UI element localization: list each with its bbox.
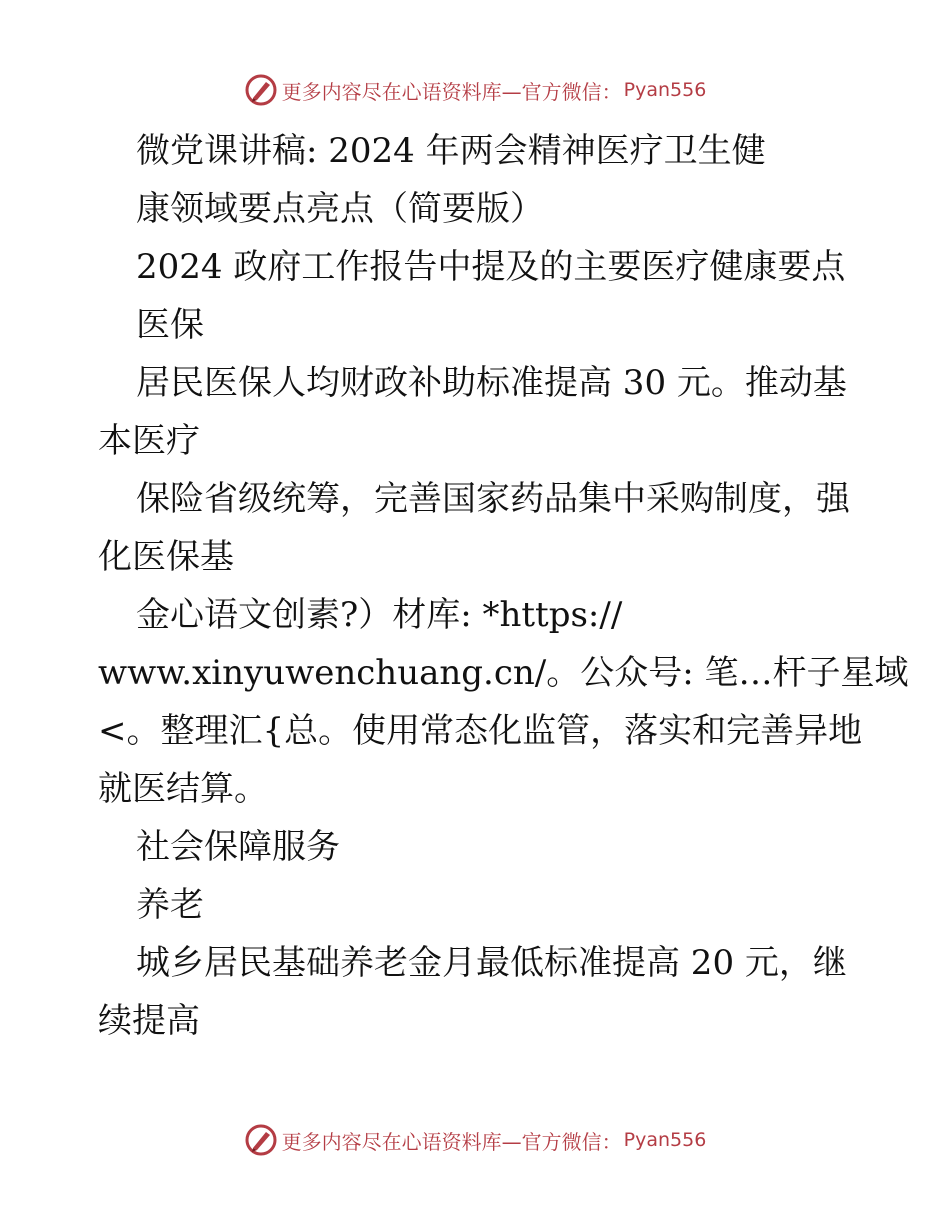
footer-banner-text: 更多内容尽在心语资料库—官方微信： (281, 1129, 622, 1154)
paragraph-3-line-4: 就医结算。 (98, 769, 268, 809)
paragraph-2-line-1: 保险省级统筹，完善国家药品集中采购制度，强 (136, 479, 850, 519)
header-wechat-id: Pyan556 (623, 79, 707, 101)
paragraph-2-line-2: 化医保基 (98, 537, 234, 577)
footer-wechat-id: Pyan556 (623, 1129, 707, 1151)
paragraph-3-line-2: www.xinyuwenchuang.cn/。公众号: 笔…杆子星域 (98, 653, 909, 693)
subtitle: 2024 政府工作报告中提及的主要医疗健康要点 (136, 247, 846, 287)
section-heading-elderly: 养老 (136, 885, 204, 925)
title-line-1: 微党课讲稿: 2024 年两会精神医疗卫生健 (136, 131, 766, 171)
footer-banner (0, 1120, 950, 1160)
paragraph-1-line-1: 居民医保人均财政补助标准提高 30 元。推动基 (136, 363, 847, 403)
section-heading-social-security: 社会保障服务 (136, 827, 340, 867)
paragraph-3-line-1: 金心语文创素?）材库: *https:// (136, 595, 623, 635)
title-line-2: 康领域要点亮点（简要版） (136, 189, 544, 229)
paragraph-4-line-1: 城乡居民基础养老金月最低标准提高 20 元，继 (136, 943, 847, 983)
paragraph-4-line-2: 续提高 (98, 1001, 200, 1041)
pen-logo-icon (244, 1123, 278, 1157)
document-body (98, 122, 909, 1050)
section-heading-medical-insurance: 医保 (136, 305, 204, 345)
header-banner-text: 更多内容尽在心语资料库—官方微信： (281, 79, 622, 104)
header-banner (0, 70, 950, 110)
pen-logo-icon (244, 73, 278, 107)
paragraph-1-line-2: 本医疗 (98, 421, 200, 461)
paragraph-3-line-3: <。整理汇{总。使用常态化监管，落实和完善异地 (98, 711, 863, 751)
